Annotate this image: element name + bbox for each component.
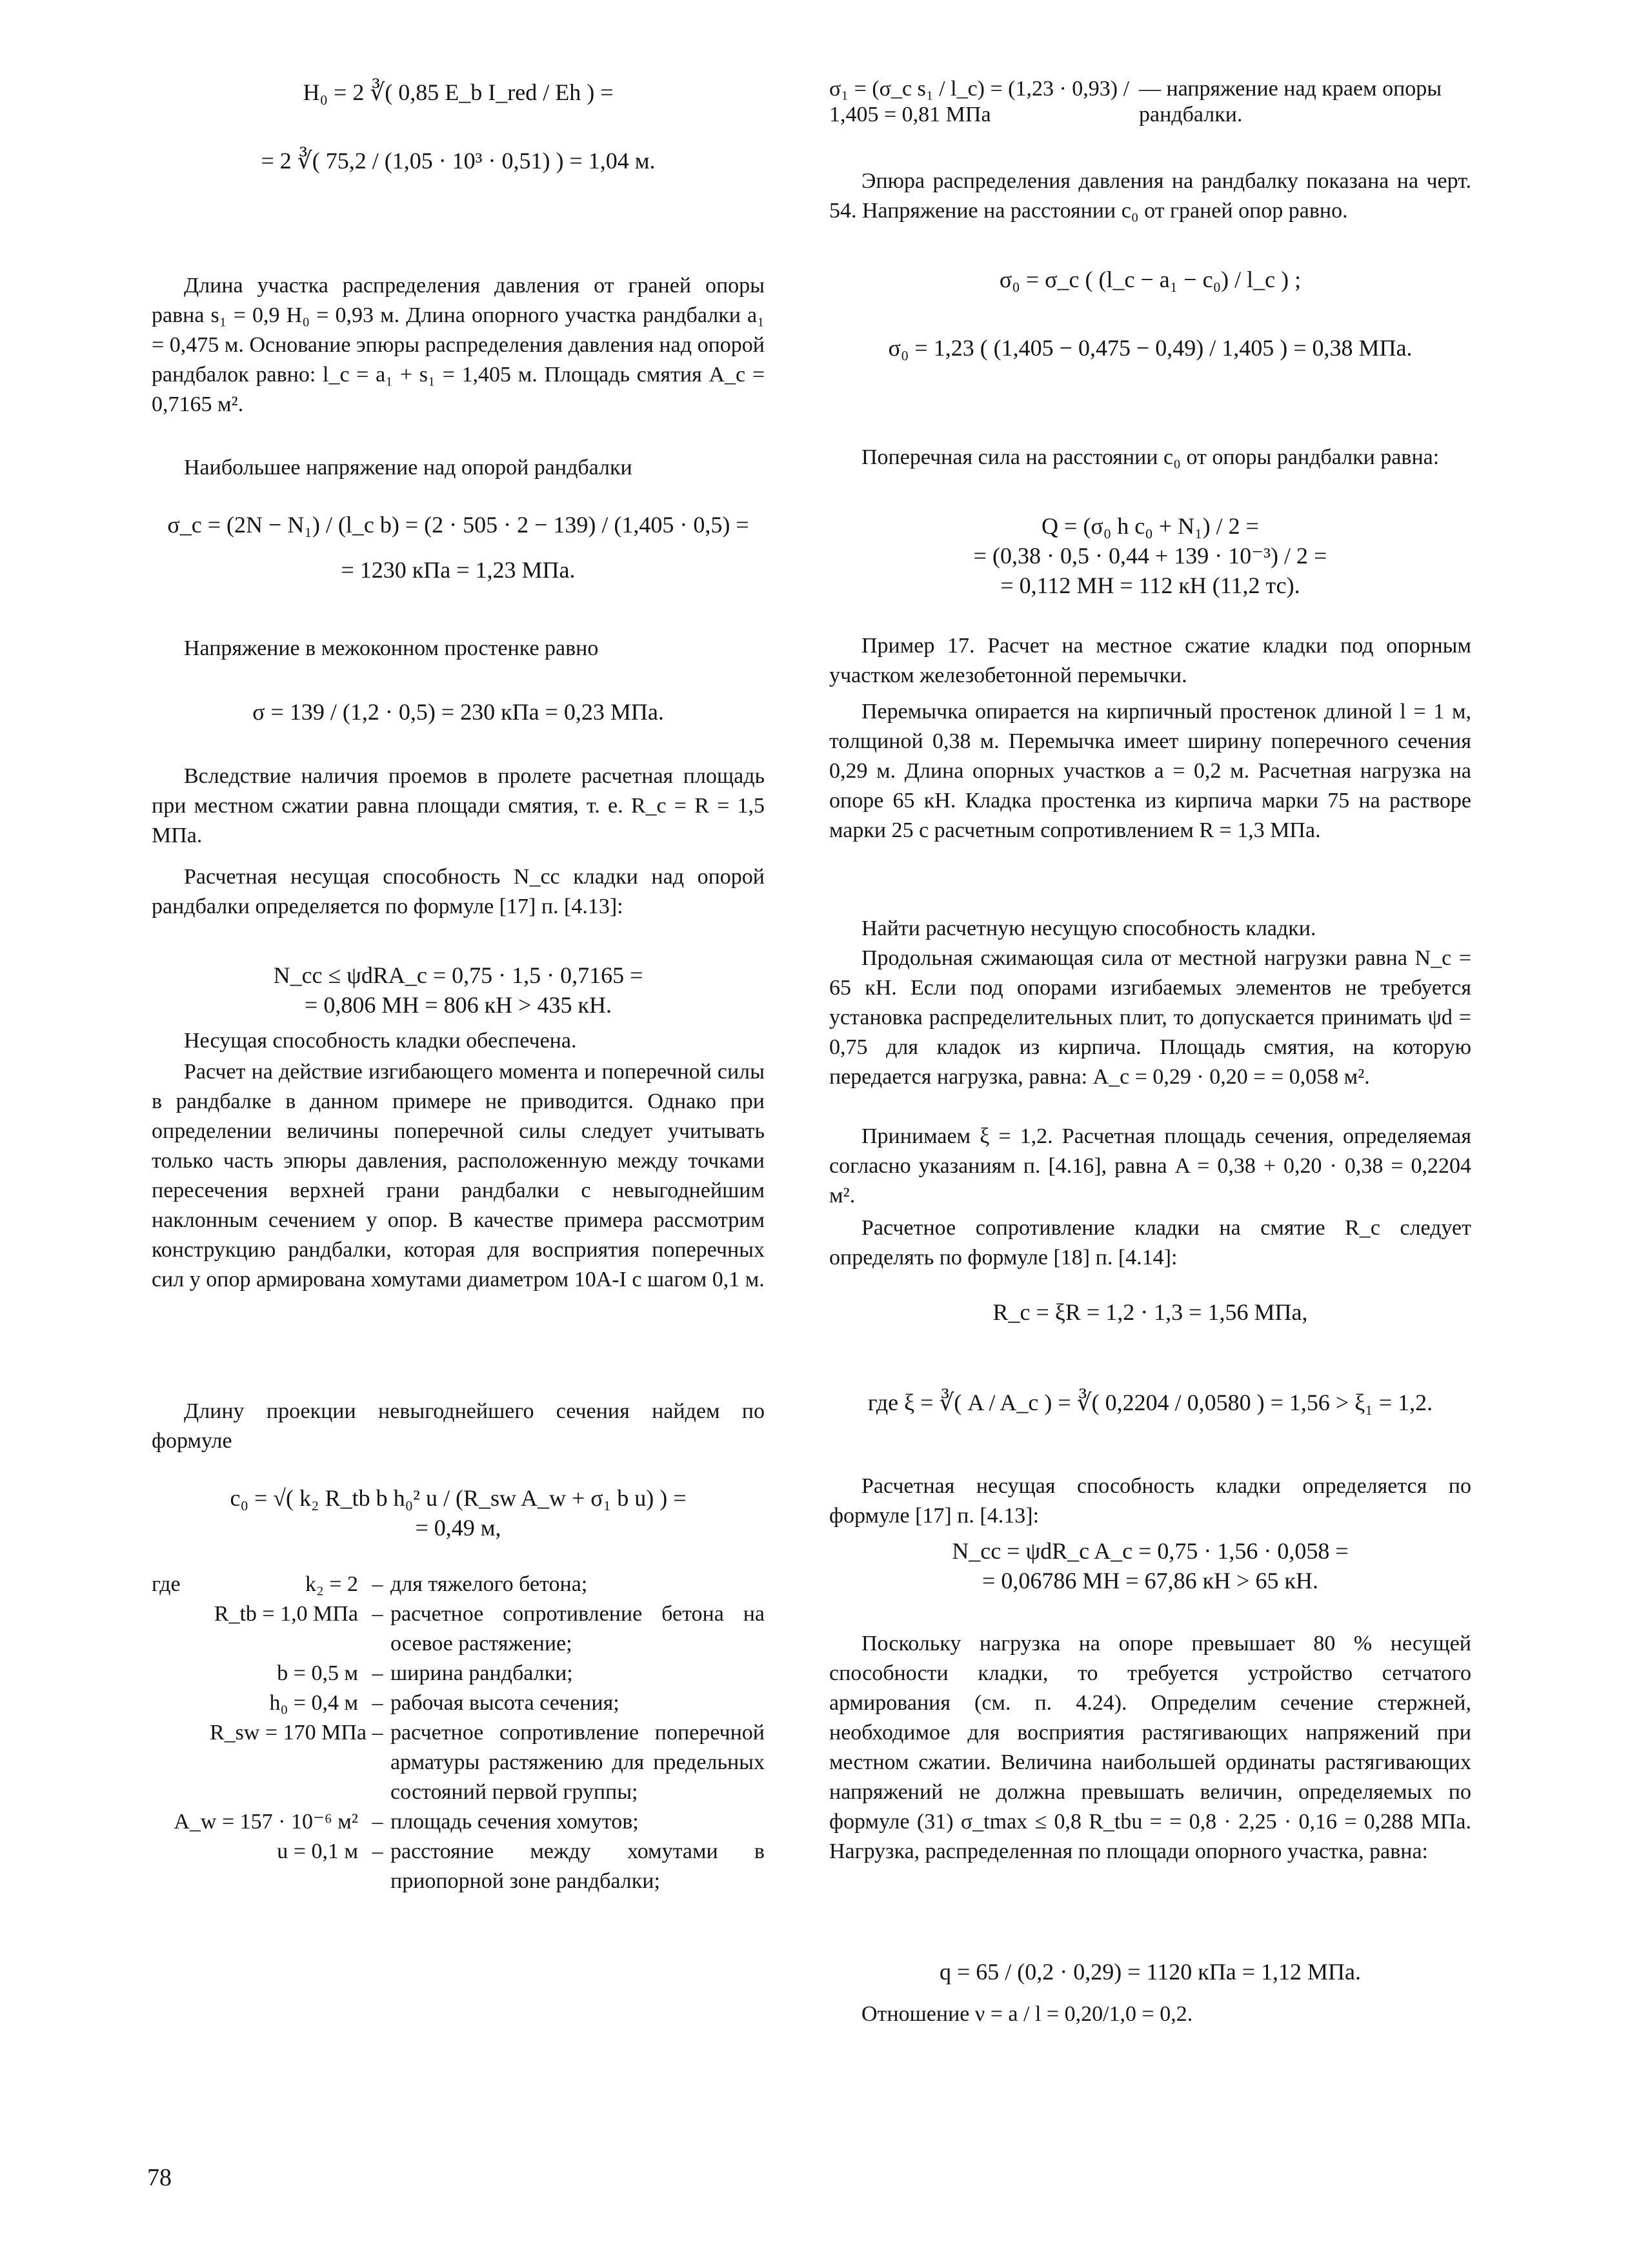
equation-line: = 1230 кПа = 1,23 МПа. <box>341 557 576 583</box>
paragraph: Расчетная несущая способность кладки определяется по формуле [17] п. [4.13]: <box>829 1474 1471 1528</box>
equation-ncc <box>829 1536 1471 1595</box>
paragraph: Расчет на действие изгибающего момента и поперечной силы в рандбалке в данном примере не приводится. Однако при определении величины поперечной силы следует учитывать только часть эпюры давления, расположенную между точками пересечения верхней грани рандбалки с невыгоднейшим наклонным сечением у опор. В качестве примера рассмотрим конструкцию рандбалки, которая для восприятия поперечных сил у опор армирована хомутами диаметром 10А-I с шагом 0,1 м. <box>152 1060 765 1291</box>
paragraph: Длина участка распределения давления от граней опоры равна s₁ = 0,9 H₀ = 0,93 м. Длина опорного участка рандбалки a₁ = 0,475 м. Основание эпюры распределения давления над опорой рандбалок равно: l_c = a₁ + s₁ = 1,405 м. Площадь смятия A_c = 0,7165 м². <box>152 274 765 416</box>
equation-line: N_cc ≤ ψdRA_c = 0,75 · 1,5 · 0,7165 = <box>273 962 643 988</box>
definition-row: R_tb = 1,0 МПа – расчетное сопротивление бетона на осевое растяжение; <box>214 1602 765 1655</box>
equation-q <box>829 511 1471 600</box>
equation-sigma0 <box>829 265 1471 363</box>
definition-row: A_w = 157 · 10⁻⁶ м² – площадь сечения хомутов; <box>174 1810 639 1834</box>
equation-h0 <box>152 77 765 176</box>
definition-row: h₀ = 0,4 м – рабочая высота сечения; <box>269 1691 619 1715</box>
example-heading: Пример 17. Расчет на местное сжатие кладки под опорным участком железобетонной перемычки. <box>829 634 1471 687</box>
paragraph: Принимаем ξ = 1,2. Расчетная площадь сечения, определяемая согласно указаниям п. [4.16], равна A = 0,38 + 0,20 · 0,38 = 0,2204 м². <box>829 1124 1471 1208</box>
equation-line: = 0,806 МН = 806 кН > 435 кН. <box>305 992 612 1018</box>
equation-line: Q = (σ₀ h c₀ + N₁) / 2 = <box>1041 513 1259 539</box>
equation-line: σ₁ = (σ_c s₁ / l_c) = (1,23 · 0,93) / 1,405 = 0,81 МПа <box>829 77 1130 127</box>
paragraph: Эпюра распределения давления на рандбалку показана на черт. 54. Напряжение на расстоянии c₀ от граней опор равно. <box>829 169 1471 223</box>
where-word: где <box>152 1572 181 1596</box>
definition-row: R_sw = 170 МПа – расчетное сопротивление поперечной арматуры растяжению для предельных состояний первой группы; <box>210 1721 765 1804</box>
definition-row: u = 0,1 м – расстояние между хомутами в приопорной зоне рандбалки; <box>277 1839 765 1893</box>
equation-sigma1 <box>829 76 1471 128</box>
equation-sigma-c <box>152 510 765 585</box>
equation-ncc <box>152 960 765 1020</box>
paragraph: Отношение ν = a / l = 0,20/1,0 = 0,2. <box>861 2002 1193 2026</box>
paragraph: Несущая способность кладки обеспечена. <box>184 1029 577 1053</box>
equation-c0 <box>152 1483 765 1543</box>
paragraph: Перемычка опирается на кирпичный простенок длиной l = 1 м, толщиной 0,38 м. Перемычка имеет ширину поперечного сечения 0,29 м. Длина опорных участков a = 0,2 м. Расчетная нагрузка на опоре 65 кН. Кладка простенка из кирпича марки 75 на растворе марки 25 с расчетным сопротивлением R = 1,3 МПа. <box>829 700 1471 842</box>
equation-line: σ₀ = σ_c ( (l_c − a₁ − c₀) / l_c ) ; <box>999 267 1302 292</box>
paragraph: Расчетное сопротивление кладки на смятие R_c следует определять по формуле [18] п. [4.14]: <box>829 1216 1471 1270</box>
paragraph: Найти расчетную несущую способность кладки. <box>861 916 1316 940</box>
page-number: 78 <box>147 2164 172 2191</box>
definition-row: где k₂ = 2 – для тяжелого бетона; <box>152 1570 765 1599</box>
equation-sigma: σ = 139 / (1,2 · 0,5) = 230 кПа = 0,23 МПа. <box>252 699 664 725</box>
paragraph: Наибольшее напряжение над опорой рандбалки <box>184 456 632 480</box>
equation-line: σ_c = (2N − N₁) / (l_c b) = (2 · 505 · 2 − 139) / (1,405 · 0,5) = <box>167 512 749 538</box>
equation-line: H₀ = 2 ∛( 0,85 E_b I_red / Eh ) = <box>303 79 614 105</box>
equation-line: = 0,49 м, <box>415 1515 501 1541</box>
equation-line: N_cc = ψdR_c A_c = 0,75 · 1,56 · 0,058 = <box>952 1538 1349 1564</box>
paragraph: Вследствие наличия проемов в пролете расчетная площадь при местном сжатии равна площади смятия, т. е. R_c = R = 1,5 МПа. <box>152 764 765 847</box>
equation-line: = (0,38 · 0,5 · 0,44 + 139 · 10⁻³) / 2 = <box>973 543 1327 569</box>
paragraph: Длину проекции невыгоднейшего сечения найдем по формуле <box>152 1399 765 1453</box>
paragraph: Продольная сжимающая сила от местной нагрузки равна N_c = 65 кН. Если под опорами изгибаемых элементов не требуется установка распределительных плит, то допускается принимать ψd = 0,75 для кладок из кирпича. Площадь смятия, на которую передается нагрузка, равна: A_c = 0,29 · 0,20 = = 0,058 м². <box>829 946 1471 1089</box>
equation-line: = 0,112 МН = 112 кН (11,2 тс). <box>1000 572 1300 598</box>
paragraph: Напряжение в межоконном простенке равно <box>184 636 599 660</box>
equation-line: σ₀ = 1,23 ( (1,405 − 0,475 − 0,49) / 1,405 ) = 0,38 МПа. <box>888 335 1413 361</box>
equation-line: c₀ = √( k₂ R_tb b h₀² u / (R_sw A_w + σ₁ b u) ) = <box>230 1485 687 1511</box>
definitions-list <box>152 1570 765 1896</box>
equation-line: = 2 ∛( 75,2 / (1,05 · 10³ · 0,51) ) = 1,04 м. <box>261 148 656 174</box>
definition-row: b = 0,5 м – ширина рандбалки; <box>277 1661 573 1685</box>
equation-line: = 0,06786 МН = 67,86 кН > 65 кН. <box>982 1568 1318 1594</box>
equation-q-load: q = 65 / (0,2 · 0,29) = 1120 кПа = 1,12 МПа. <box>940 1959 1361 1985</box>
equation-rc: R_c = ξR = 1,2 · 1,3 = 1,56 МПа, <box>992 1299 1308 1325</box>
paragraph: Поскольку нагрузка на опоре превышает 80 % несущей способности кладки, то требуется устройство сетчатого армирования (см. п. 4.24). Определим сечение стержней, необходимое для восприятия растягивающих напряжений при местном сжатии. Величина наибольшей ординаты растягивающих напряжений не должна превышать величин, определяемых по формуле (31) σ_tmax ≤ 0,8 R_tbu = = 0,8 · 2,25 · 0,16 = 0,288 МПа. Нагрузка, распределенная по площади опорного участка, равна: <box>829 1632 1471 1863</box>
paragraph: Расчетная несущая способность N_cc кладки над опорой рандбалки определяется по формуле [17] п. [4.13]: <box>152 865 765 918</box>
paragraph: Поперечная сила на расстоянии c₀ от опоры рандбалки равна: <box>861 445 1440 469</box>
equation-line: — напряжение над краем опоры рандбалки. <box>1139 77 1442 127</box>
equation-xi: где ξ = ∛( A / A_c ) = ∛( 0,2204 / 0,0580 ) = 1,56 > ξ₁ = 1,2. <box>867 1390 1433 1415</box>
